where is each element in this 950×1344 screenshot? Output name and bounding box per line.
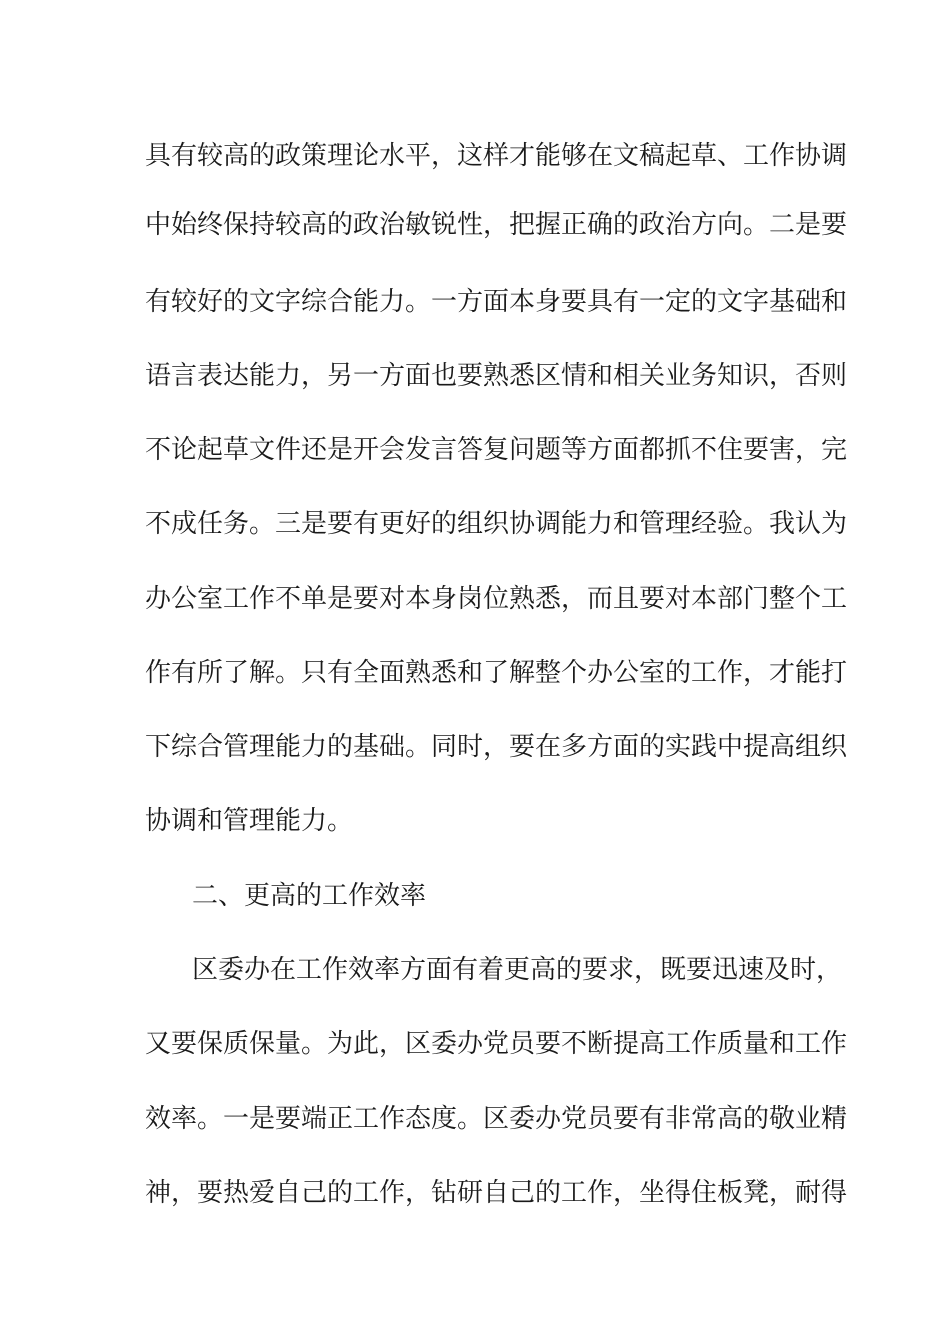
paragraph-line: 效率。一是要端正工作态度。区委办党员要有非常高的敬业精: [145, 1104, 848, 1134]
paragraph-line: 作有所了解。只有全面熟悉和了解整个办公室的工作，才能打: [145, 658, 848, 688]
paragraph-line: 不论起草文件还是开会发言答复问题等方面都抓不住要害，完: [145, 435, 848, 465]
paragraph-line: 神，要热爱自己的工作，钻研自己的工作，坐得住板凳，耐得: [145, 1178, 848, 1208]
paragraph-line: 具有较高的政策理论水平，这样才能够在文稿起草、工作协调: [145, 141, 848, 171]
paragraph-line: 区委办在工作效率方面有着更高的要求，既要迅速及时，: [192, 955, 843, 985]
paragraph-line: 协调和管理能力。: [145, 806, 354, 836]
paragraph-line: 中始终保持较高的政治敏锐性，把握正确的政治方向。二是要: [145, 210, 848, 240]
paragraph-line: 不成任务。三是要有更好的组织协调能力和管理经验。我认为: [145, 509, 848, 539]
paragraph-line: 又要保质保量。为此，区委办党员要不断提高工作质量和工作: [145, 1029, 848, 1059]
paragraph-line: 办公室工作不单是要对本身岗位熟悉，而且要对本部门整个工: [145, 584, 848, 614]
paragraph-line: 语言表达能力，另一方面也要熟悉区情和相关业务知识，否则: [145, 361, 848, 391]
paragraph-line: 下综合管理能力的基础。同时，要在多方面的实践中提高组织: [145, 732, 848, 762]
paragraph-line: 有较好的文字综合能力。一方面本身要具有一定的文字基础和: [145, 287, 848, 317]
section-heading: 二、更高的工作效率: [192, 881, 427, 911]
